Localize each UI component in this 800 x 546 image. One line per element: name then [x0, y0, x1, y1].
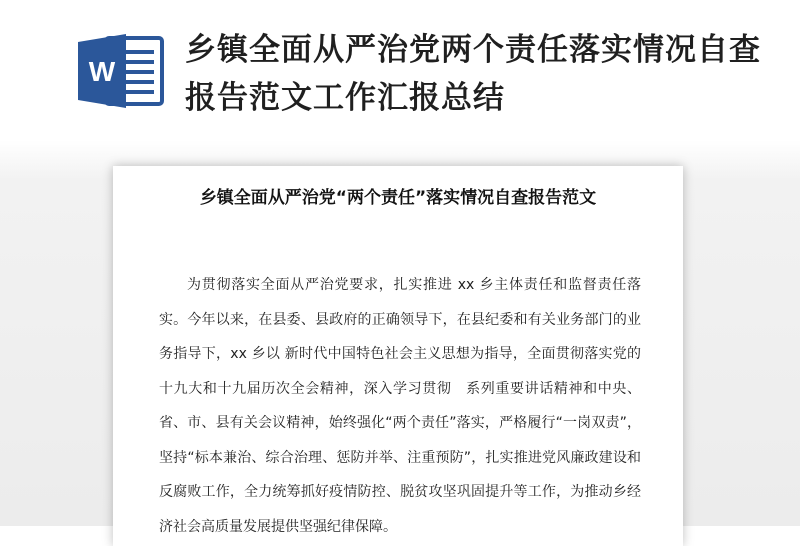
document-body: 为贯彻落实全面从严治党要求，扎实推进 xx 乡主体责任和监督责任落实。今年以来，在县委、县政府的正确领导下，在县纪委和有关业务部门的业务指导下，xx 乡以 新时代中国特色社会主义思想为指导，全面贯彻落实党的十九大和十九届历次全会精神，深入学习贯彻 系列重要讲话精神和中央、省、市、县有关会议精神，始终强化“两个责任”落实，严格履行“一岗双责”，坚持“标本兼治、综合治理、惩防并举、注重预防”，扎实推进党风廉政建设和反腐败工作，全力统筹抓好疫情防控、脱贫攻坚巩固提升等工作，为推动乡经济社会高质量发展提供坚强纪律保障。: [159, 277, 641, 535]
document-title: 乡镇全面从严治党“两个责任”落实情况自查报告范文: [199, 188, 597, 208]
banner-title: 乡镇全面从严治党两个责任落实情况自查报告范文工作汇报总结: [185, 32, 761, 116]
word-doc-icon: [78, 34, 164, 108]
banner: [0, 0, 800, 150]
document-page[interactable]: [113, 166, 683, 546]
word-icon-letter: W: [88, 56, 116, 87]
